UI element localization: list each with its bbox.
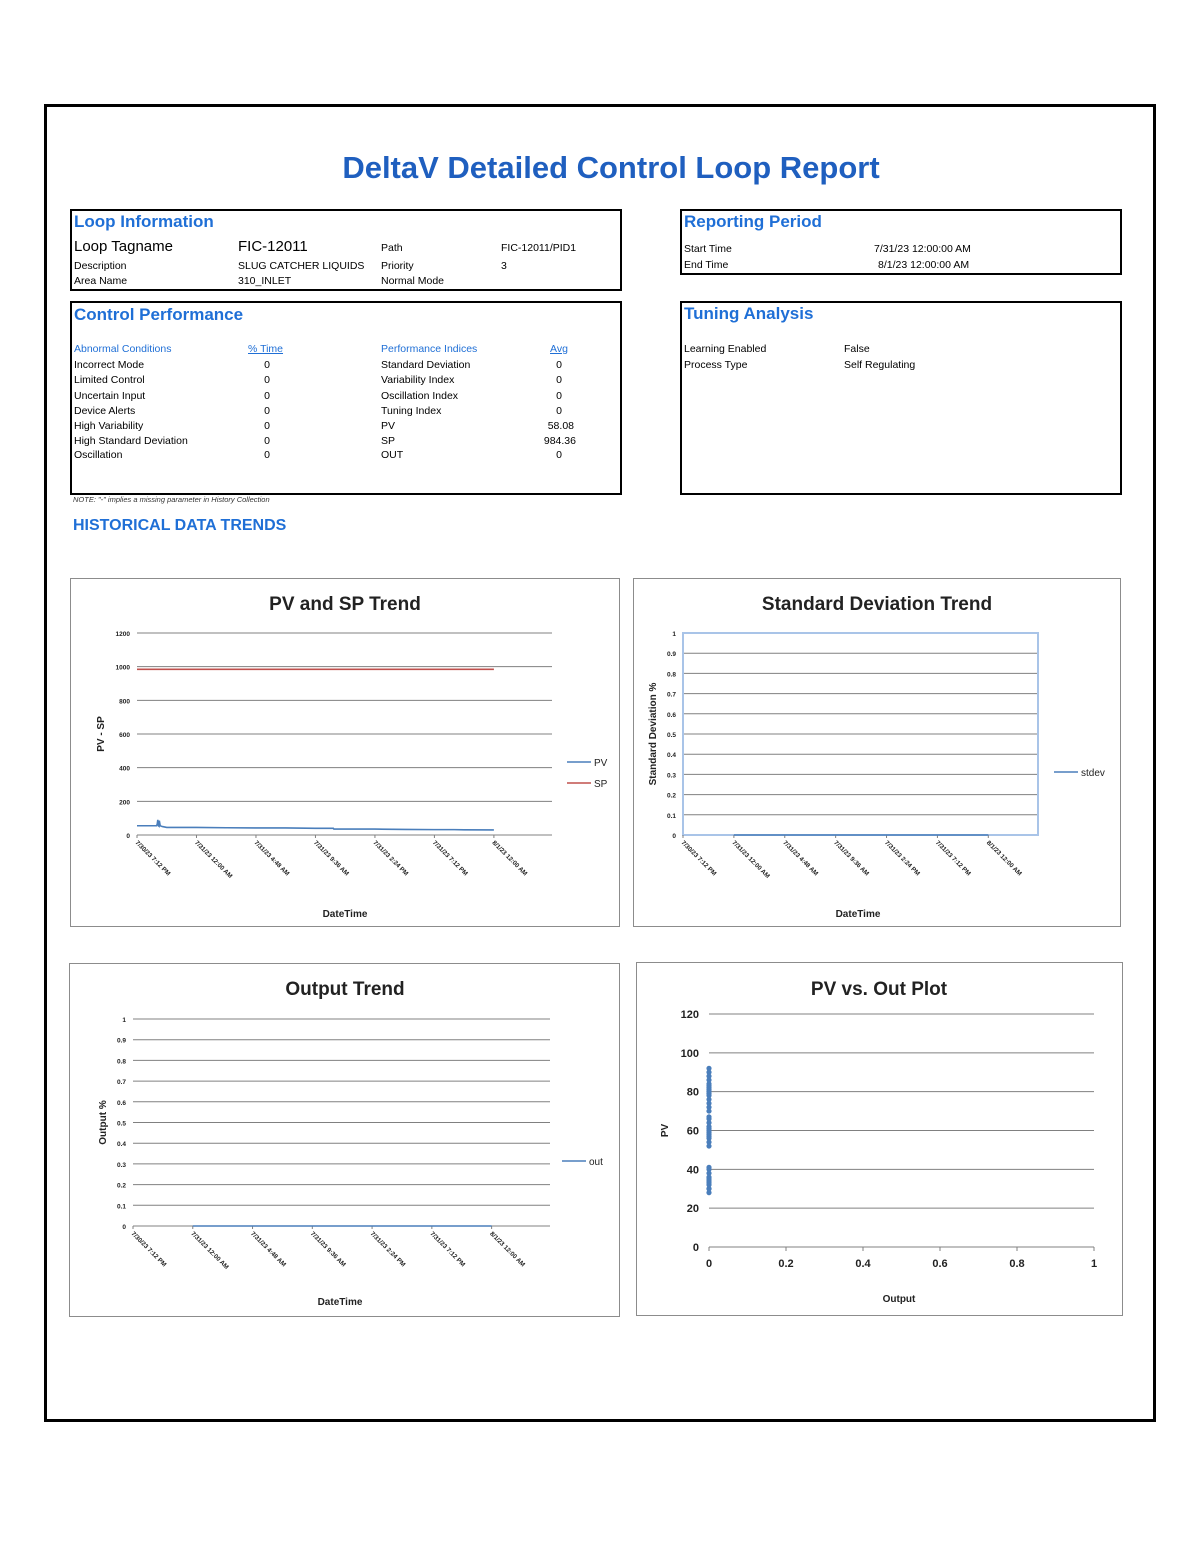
x-tick-label: 7/30/23 7:12 PM [129, 1230, 168, 1269]
y-tick-label: 0.4 [116, 1141, 126, 1149]
y-tick-label: 1 [122, 1017, 126, 1024]
x-tick-label: 0.6 [932, 1258, 948, 1270]
y-tick-label: 0 [122, 1224, 126, 1231]
series-pv-line [137, 820, 494, 830]
scatter-point [706, 1114, 711, 1119]
description-value: SLUG CATCHER LIQUIDS [238, 260, 365, 272]
performance-indices-header: Performance Indices [381, 343, 478, 355]
index-value: 0 [556, 390, 562, 402]
area-name-label: Area Name [74, 275, 128, 287]
process-type-label: Process Type [684, 359, 748, 371]
y-tick-label: 0 [672, 833, 676, 840]
missing-parameter-note: NOTE: "-" implies a missing parameter in History Collection [73, 495, 270, 504]
x-axis-label: DateTime [322, 909, 368, 920]
y-axis-label: PV - SP [96, 716, 107, 752]
y-tick-label: 0.3 [116, 1161, 126, 1169]
scatter-point [706, 1176, 711, 1181]
process-type-value: Self Regulating [844, 359, 916, 371]
pv-and-sp-trend-title: PV and SP Trend [269, 594, 421, 615]
y-tick-label: 60 [686, 1125, 699, 1138]
output-trend-title: Output Trend [285, 979, 405, 1000]
y-tick-label: 0.1 [666, 812, 676, 820]
index-label: Tuning Index [381, 405, 442, 417]
y-tick-label: 1000 [115, 664, 130, 672]
y-tick-label: 400 [119, 765, 130, 773]
report-title: DeltaV Detailed Control Loop Report [342, 150, 880, 185]
abnormal-value: 0 [264, 449, 270, 461]
y-tick-label: 0.1 [116, 1203, 126, 1211]
start-time-value: 7/31/23 12:00:00 AM [874, 243, 971, 255]
index-label: PV [381, 420, 396, 432]
y-axis-label: Output % [98, 1100, 109, 1145]
x-tick-label: 0.2 [778, 1258, 794, 1270]
abnormal-value: 0 [264, 359, 270, 371]
y-tick-label: 0.9 [666, 651, 676, 659]
x-tick-label: 7/31/23 7:12 PM [431, 839, 469, 878]
x-tick-label: 7/31/23 9:36 AM [308, 1230, 347, 1269]
learning-enabled-label: Learning Enabled [684, 343, 767, 355]
y-tick-label: 0.8 [116, 1058, 126, 1066]
y-tick-label: 0.2 [116, 1182, 126, 1190]
abnormal-value: 0 [264, 390, 270, 402]
tuning-analysis-header: Tuning Analysis [684, 304, 814, 323]
priority-label: Priority [381, 260, 414, 272]
x-tick-label: 7/31/23 4:48 AM [781, 839, 820, 878]
y-tick-label: 1200 [115, 631, 130, 638]
y-tick-label: 600 [119, 732, 130, 739]
reporting-period-header: Reporting Period [684, 212, 822, 231]
y-tick-label: 1 [672, 631, 676, 638]
legend-label: PV [594, 758, 608, 769]
start-time-label: Start Time [684, 243, 732, 255]
abnormal-label: High Variability [74, 420, 144, 432]
scatter-point [706, 1083, 711, 1088]
loop-tagname-label: Loop Tagname [74, 238, 173, 255]
time-percent-header: % Time [248, 343, 284, 355]
legend-label: out [589, 1157, 603, 1168]
standard-deviation-trend-title: Standard Deviation Trend [761, 594, 993, 615]
abnormal-label: High Standard Deviation [74, 435, 188, 447]
x-tick-label: 7/31/23 9:36 AM [832, 839, 871, 878]
index-value: 0 [556, 359, 562, 371]
x-tick-label: 7/30/23 7:12 PM [679, 839, 718, 878]
x-tick-label: 7/31/23 12:00 AM [193, 839, 234, 880]
x-tick-label: 7/31/23 7:12 PM [934, 839, 972, 878]
index-value: 0 [556, 449, 562, 461]
avg-header: Avg [550, 343, 568, 355]
area-name-value: 310_INLET [238, 275, 292, 287]
y-tick-label: 0.6 [666, 711, 676, 719]
x-tick-label: 8/1/23 12:00 AM [984, 839, 1023, 878]
x-tick-label: 0 [705, 1258, 713, 1270]
x-tick-label: 7/31/23 2:24 PM [368, 1230, 407, 1269]
y-tick-label: 0.5 [666, 732, 676, 739]
y-axis-label: PV [660, 1123, 671, 1138]
x-axis-label: DateTime [835, 909, 881, 920]
x-tick-label: 7/31/23 2:24 PM [883, 839, 921, 878]
x-axis-label: DateTime [317, 1297, 363, 1308]
scatter-point [706, 1165, 711, 1170]
y-tick-label: 80 [686, 1086, 699, 1099]
y-tick-label: 0.5 [116, 1120, 126, 1128]
scatter-point [706, 1186, 711, 1191]
x-tick-label: 0.8 [1009, 1258, 1025, 1270]
index-label: OUT [381, 449, 404, 461]
end-time-label: End Time [684, 259, 729, 271]
legend-label: SP [594, 779, 608, 790]
x-tick-label: 7/31/23 7:12 PM [428, 1230, 467, 1269]
y-tick-label: 0.7 [666, 691, 676, 699]
scatter-point [706, 1066, 711, 1071]
legend-label: stdev [1081, 768, 1105, 779]
x-tick-label: 1 [1090, 1258, 1098, 1270]
normal-mode-label: Normal Mode [381, 275, 445, 287]
x-tick-label: 7/31/23 4:48 AM [252, 839, 291, 878]
index-value: 984.36 [543, 435, 576, 447]
y-tick-label: 0.9 [116, 1037, 126, 1045]
historical-data-section-title: HISTORICAL DATA TRENDS [73, 517, 287, 534]
x-tick-label: 7/31/23 9:36 AM [312, 839, 350, 878]
y-tick-label: 40 [686, 1164, 699, 1177]
y-axis-label: Standard Deviation % [648, 682, 659, 786]
abnormal-value: 0 [264, 374, 270, 386]
y-tick-label: 0.4 [666, 752, 676, 760]
priority-value: 3 [501, 260, 507, 272]
y-tick-label: 0.7 [116, 1079, 126, 1087]
end-time-value: 8/1/23 12:00:00 AM [878, 259, 970, 271]
x-tick-label: 8/1/23 12:00 AM [488, 1230, 527, 1269]
learning-enabled-value: False [844, 343, 870, 355]
y-tick-label: 120 [680, 1009, 699, 1021]
y-tick-label: 0 [692, 1242, 699, 1254]
y-tick-label: 0 [126, 833, 130, 840]
abnormal-label: Incorrect Mode [74, 359, 145, 371]
abnormal-value: 0 [264, 420, 270, 432]
index-value: 58.08 [547, 420, 574, 432]
y-tick-label: 800 [119, 698, 130, 706]
y-tick-label: 100 [680, 1047, 699, 1060]
index-label: Oscillation Index [381, 390, 459, 402]
abnormal-label: Oscillation [74, 449, 123, 461]
abnormal-label: Uncertain Input [74, 390, 146, 402]
abnormal-value: 0 [264, 435, 270, 447]
y-tick-label: 20 [686, 1203, 699, 1216]
x-tick-label: 0.4 [855, 1258, 871, 1270]
control-performance-header: Control Performance [74, 305, 244, 324]
index-value: 0 [556, 374, 562, 386]
x-tick-label: 7/31/23 4:48 AM [249, 1230, 288, 1269]
loop-tagname-value: FIC-12011 [238, 238, 308, 255]
x-tick-label: 7/31/23 12:00 AM [730, 839, 771, 880]
abnormal-conditions-header: Abnormal Conditions [74, 343, 172, 355]
abnormal-value: 0 [264, 405, 270, 417]
index-label: Variability Index [381, 374, 455, 386]
index-label: Standard Deviation [381, 359, 471, 371]
x-tick-label: 7/30/23 7:12 PM [133, 839, 172, 878]
y-tick-label: 200 [119, 799, 130, 807]
abnormal-label: Limited Control [74, 374, 145, 386]
path-label: Path [381, 242, 403, 254]
y-tick-label: 0.2 [666, 792, 676, 800]
loop-information-header: Loop Information [74, 212, 214, 231]
x-tick-label: 7/31/23 12:00 AM [189, 1230, 230, 1271]
pv-vs-out-plot-title: PV vs. Out Plot [810, 979, 948, 1000]
x-axis-label: Output [882, 1294, 916, 1305]
y-tick-label: 0.3 [666, 772, 676, 780]
y-tick-label: 0.6 [116, 1099, 126, 1107]
x-tick-label: 7/31/23 2:24 PM [371, 839, 410, 878]
scatter-point [706, 1126, 711, 1131]
index-value: 0 [556, 405, 562, 417]
y-tick-label: 0.8 [666, 671, 676, 679]
description-label: Description [74, 260, 127, 272]
index-label: SP [381, 435, 396, 447]
path-value: FIC-12011/PID1 [501, 242, 577, 254]
abnormal-label: Device Alerts [74, 405, 136, 417]
x-tick-label: 8/1/23 12:00 AM [490, 839, 529, 878]
